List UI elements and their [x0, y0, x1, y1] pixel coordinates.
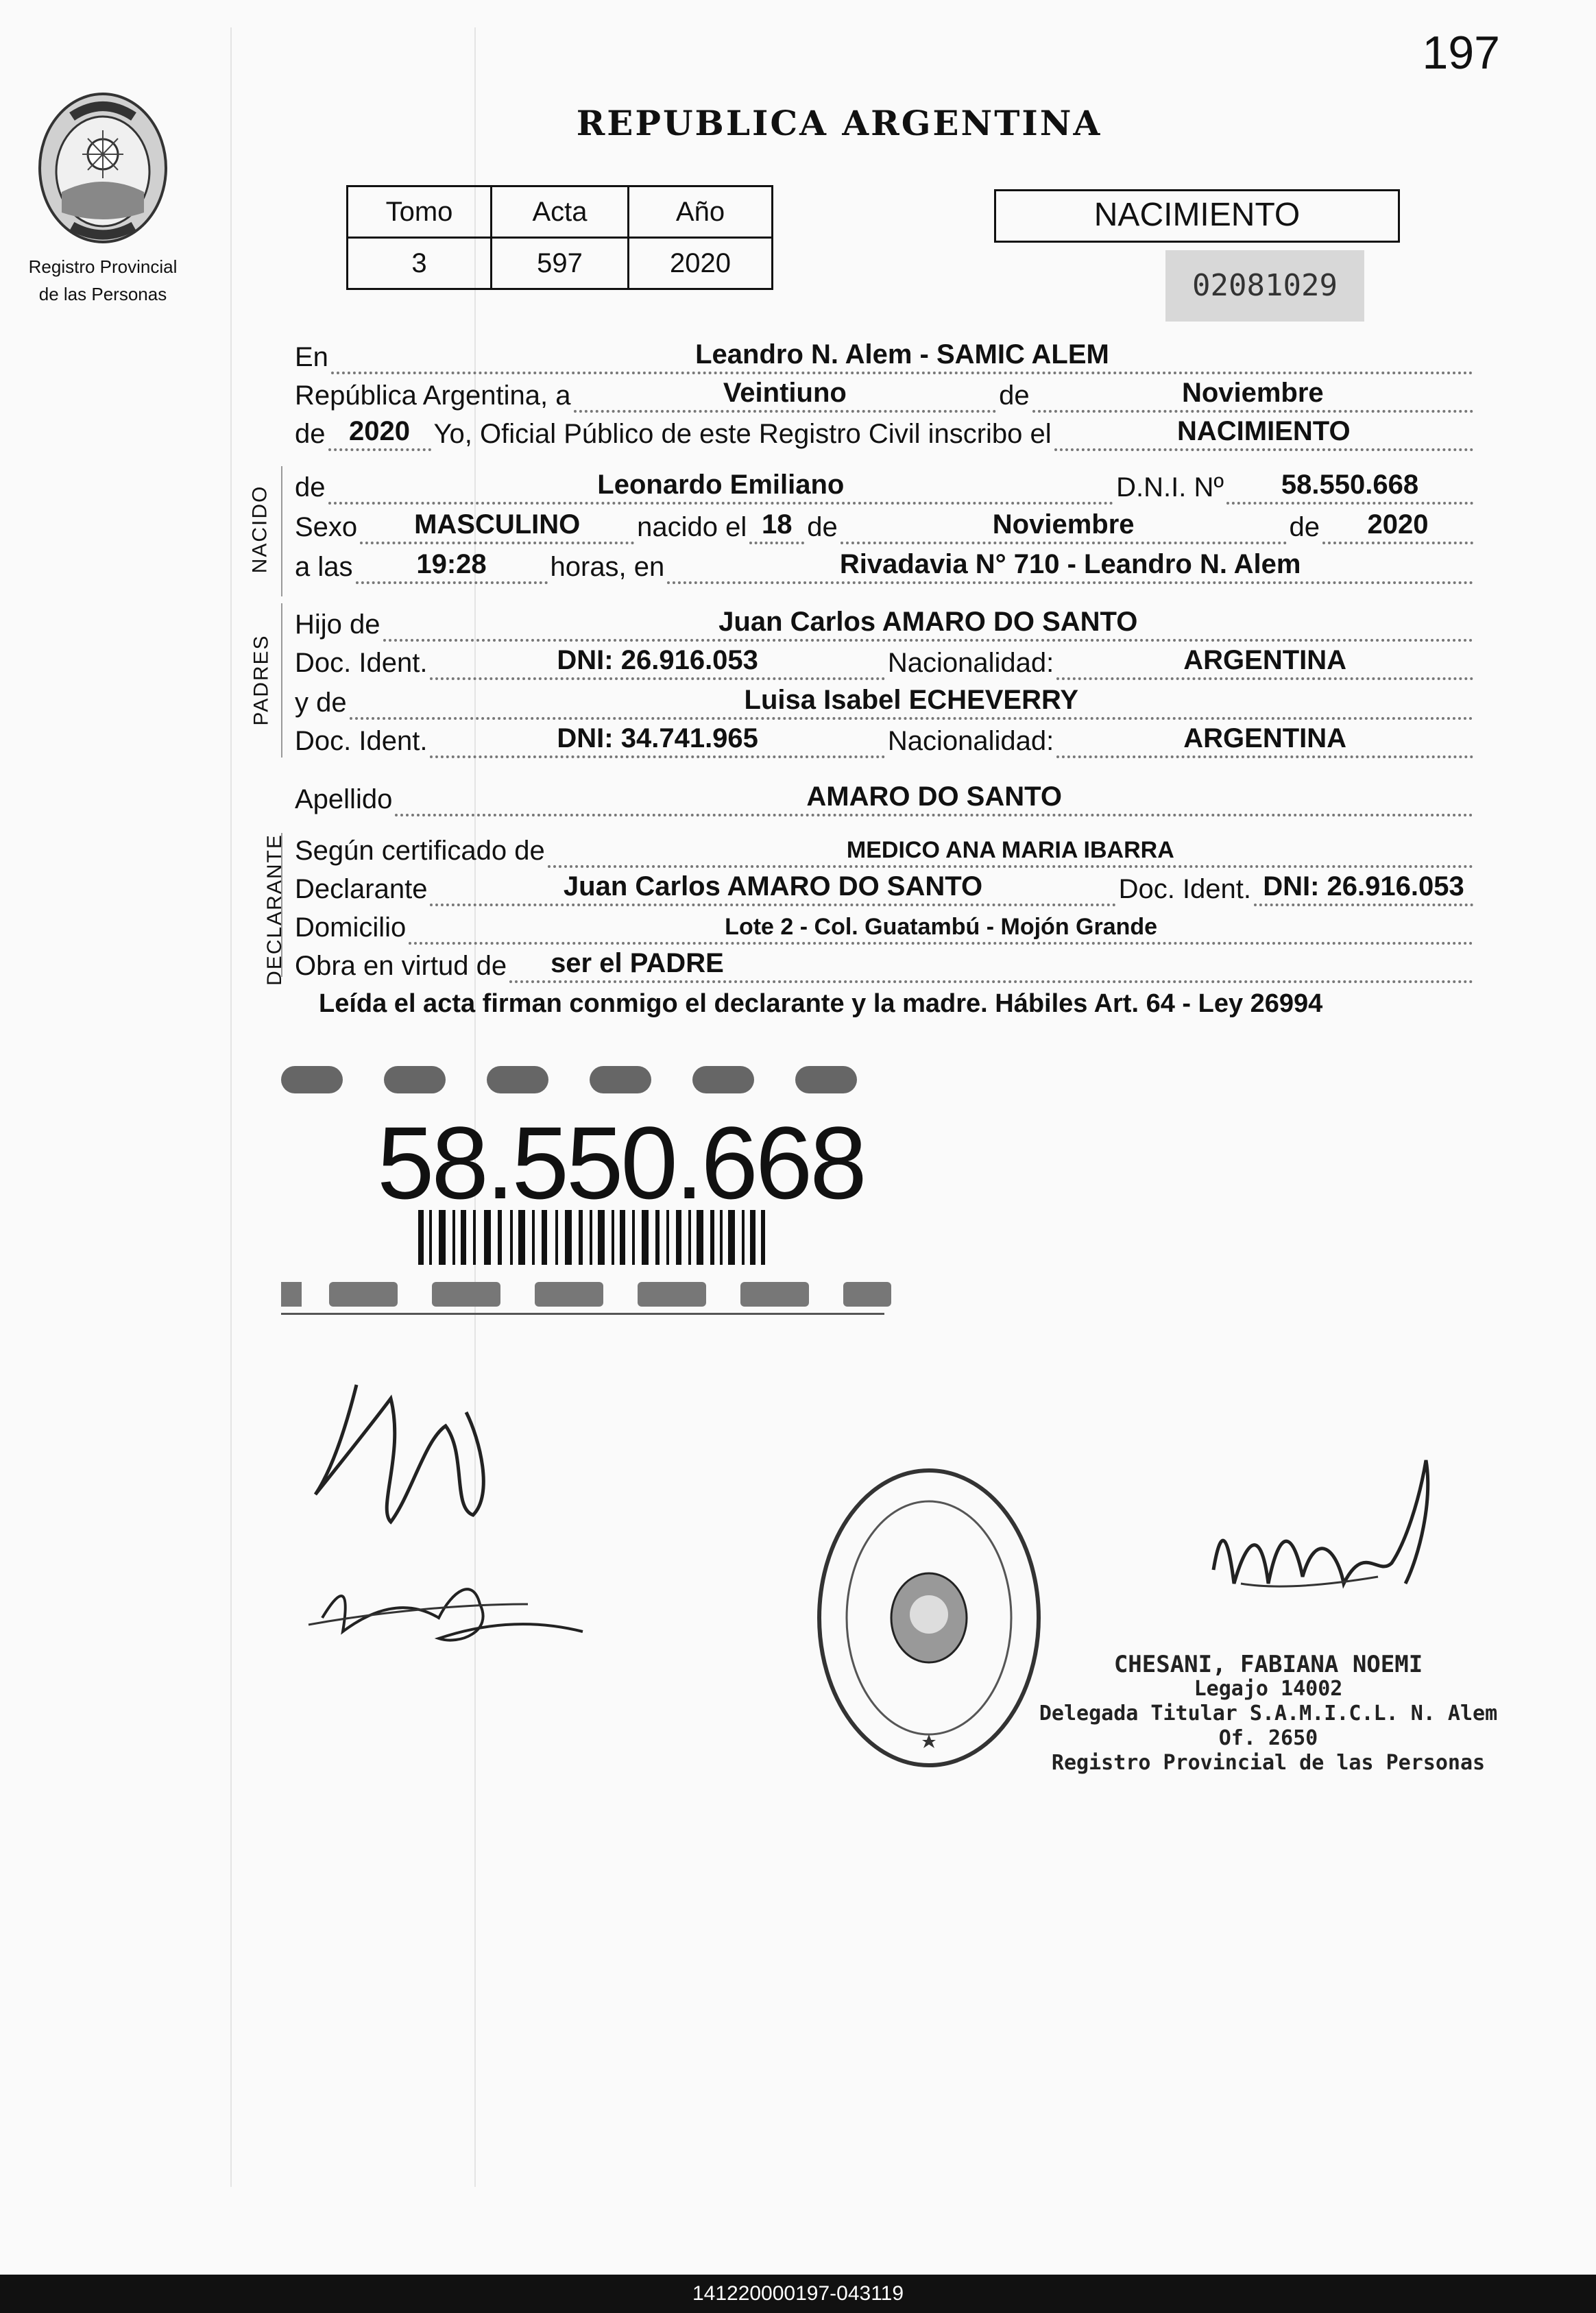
label-a-las: a las: [295, 552, 353, 582]
value-dia-nac: 18: [749, 503, 804, 544]
row-inscribo: [295, 413, 1476, 451]
row-obra: [295, 945, 1476, 983]
row-sexo: [295, 506, 1476, 544]
label-republica: República Argentina, a: [295, 380, 571, 411]
officer-signature-icon: [1200, 1446, 1474, 1652]
label-doc: Doc. Ident.: [1118, 874, 1251, 904]
header-acta: Acta: [492, 186, 629, 238]
label-nacido-el: nacido el: [637, 512, 747, 542]
label-doc: Doc. Ident.: [295, 726, 428, 756]
row-padre-doc: [295, 642, 1476, 680]
value-domicilio: Lote 2 - Col. Guatambú - Mojón Grande: [409, 904, 1473, 945]
dni-sticker-number: 58.550.668: [377, 1105, 864, 1220]
row-declarante: [295, 868, 1476, 906]
value-hora: 19:28: [356, 543, 548, 584]
label-doc: Doc. Ident.: [295, 648, 428, 678]
label-certificado: Según certificado de: [295, 836, 545, 866]
side-label-nacido: NACIDO: [248, 485, 271, 574]
sticker-top-pattern-icon: [281, 1066, 857, 1093]
value-apellido: AMARO DO SANTO: [395, 775, 1473, 816]
row-domicilio: [295, 906, 1476, 945]
value-padre: Juan Carlos AMARO DO SANTO: [383, 601, 1473, 642]
label-dni: D.N.I. Nº: [1116, 472, 1224, 502]
value-inscribo: NACIMIENTO: [1054, 410, 1473, 451]
fold-line: [230, 27, 232, 2187]
value-anio: 2020: [629, 238, 773, 289]
label-obra: Obra en virtud de: [295, 951, 507, 981]
document-title: REPUBLICA ARGENTINA: [576, 103, 1102, 143]
value-sexo: MASCULINO: [360, 503, 634, 544]
value-mes-nac: Noviembre: [841, 503, 1287, 544]
section-bracket: [281, 466, 282, 596]
declarant-signature-icon: [302, 1357, 603, 1673]
label-sexo: Sexo: [295, 512, 358, 542]
value-dni: 58.550.668: [1226, 463, 1473, 505]
registro-table: [346, 185, 773, 290]
row-padre: [295, 603, 1476, 642]
row-apellido: [295, 778, 1476, 816]
value-acta: 597: [492, 238, 629, 289]
row-hora: [295, 546, 1476, 584]
label-nacionalidad: Nacionalidad:: [887, 648, 1054, 678]
section-bracket: [281, 603, 282, 758]
officer-name: CHESANI, FABIANA NOEMI: [1113, 1651, 1423, 1678]
officer-legajo: Legajo 14002: [1194, 1677, 1343, 1701]
label-domicilio: Domicilio: [295, 912, 407, 943]
value-padre-nac: ARGENTINA: [1056, 639, 1473, 680]
row-nombre: [295, 466, 1476, 505]
officer-cargo: Delegada Titular S.A.M.I.C.L. N. Alem Of. 2650: [1039, 1702, 1498, 1750]
label-de: de: [807, 512, 838, 542]
label-nacionalidad: Nacionalidad:: [887, 726, 1054, 756]
page-number: 197: [1422, 27, 1500, 79]
value-anio-nac: 2020: [1322, 503, 1473, 544]
row-madre: [295, 681, 1476, 720]
row-fecha: [295, 374, 1476, 413]
value-certificado: MEDICO ANA MARIA IBARRA: [548, 827, 1473, 868]
label-horas-en: horas, en: [550, 552, 665, 582]
registry-seal-icon: [809, 1460, 1049, 1776]
value-madre: Luisa Isabel ECHEVERRY: [350, 679, 1473, 720]
header-anio: Año: [629, 186, 773, 238]
value-dia: Veintiuno: [574, 372, 997, 413]
act-type-box: NACIMIENTO: [994, 189, 1400, 243]
value-declarante-doc: DNI: 26.916.053: [1254, 865, 1473, 906]
officer-registro: Registro Provincial de las Personas: [1051, 1751, 1486, 1775]
value-tomo: 3: [348, 238, 492, 289]
label-y-de: y de: [295, 688, 347, 718]
logo-caption-line1: Registro Provincial: [28, 256, 178, 277]
value-declarante: Juan Carlos AMARO DO SANTO: [430, 865, 1115, 906]
value-madre-doc: DNI: 34.741.965: [430, 717, 884, 758]
value-padre-doc: DNI: 26.916.053: [430, 639, 884, 680]
label-apellido: Apellido: [295, 784, 393, 814]
officer-stamp: [1028, 1652, 1508, 1776]
label-de: de: [1289, 512, 1320, 542]
value-lugar-nac: Rivadavia N° 710 - Leandro N. Alem: [667, 543, 1473, 584]
label-de: de: [295, 472, 326, 502]
label-inscribo: Yo, Oficial Público de este Registro Civil inscribo el: [433, 419, 1052, 449]
value-madre-nac: ARGENTINA: [1056, 717, 1473, 758]
label-en: En: [295, 342, 328, 372]
label-de2: de: [295, 419, 326, 449]
side-label-declarante: DECLARANTE: [263, 834, 286, 986]
row-en: [295, 336, 1476, 374]
label-declarante: Declarante: [295, 874, 428, 904]
value-obra: ser el PADRE: [509, 942, 1473, 983]
sticker-bottom-pattern-icon: [281, 1282, 891, 1307]
side-label-padres: PADRES: [250, 634, 273, 726]
row-madre-doc: [295, 720, 1476, 758]
footer-code: 141220000197-043119: [0, 2275, 1596, 2313]
header-tomo: Tomo: [348, 186, 492, 238]
label-de: de: [999, 380, 1030, 411]
serial-number: 02081029: [1165, 250, 1364, 322]
row-certificado: [295, 829, 1476, 868]
value-anio-inscripcion: 2020: [328, 410, 431, 451]
logo-caption-line2: de las Personas: [38, 284, 167, 304]
value-en: Leandro N. Alem - SAMIC ALEM: [331, 333, 1473, 374]
label-hijo-de: Hijo de: [295, 609, 380, 640]
value-nombre: Leonardo Emiliano: [328, 463, 1114, 505]
value-mes: Noviembre: [1032, 372, 1473, 413]
closing-note: Leída el acta firman conmigo el declarante y la madre. Hábiles Art. 64 - Ley 26994: [319, 989, 1323, 1018]
